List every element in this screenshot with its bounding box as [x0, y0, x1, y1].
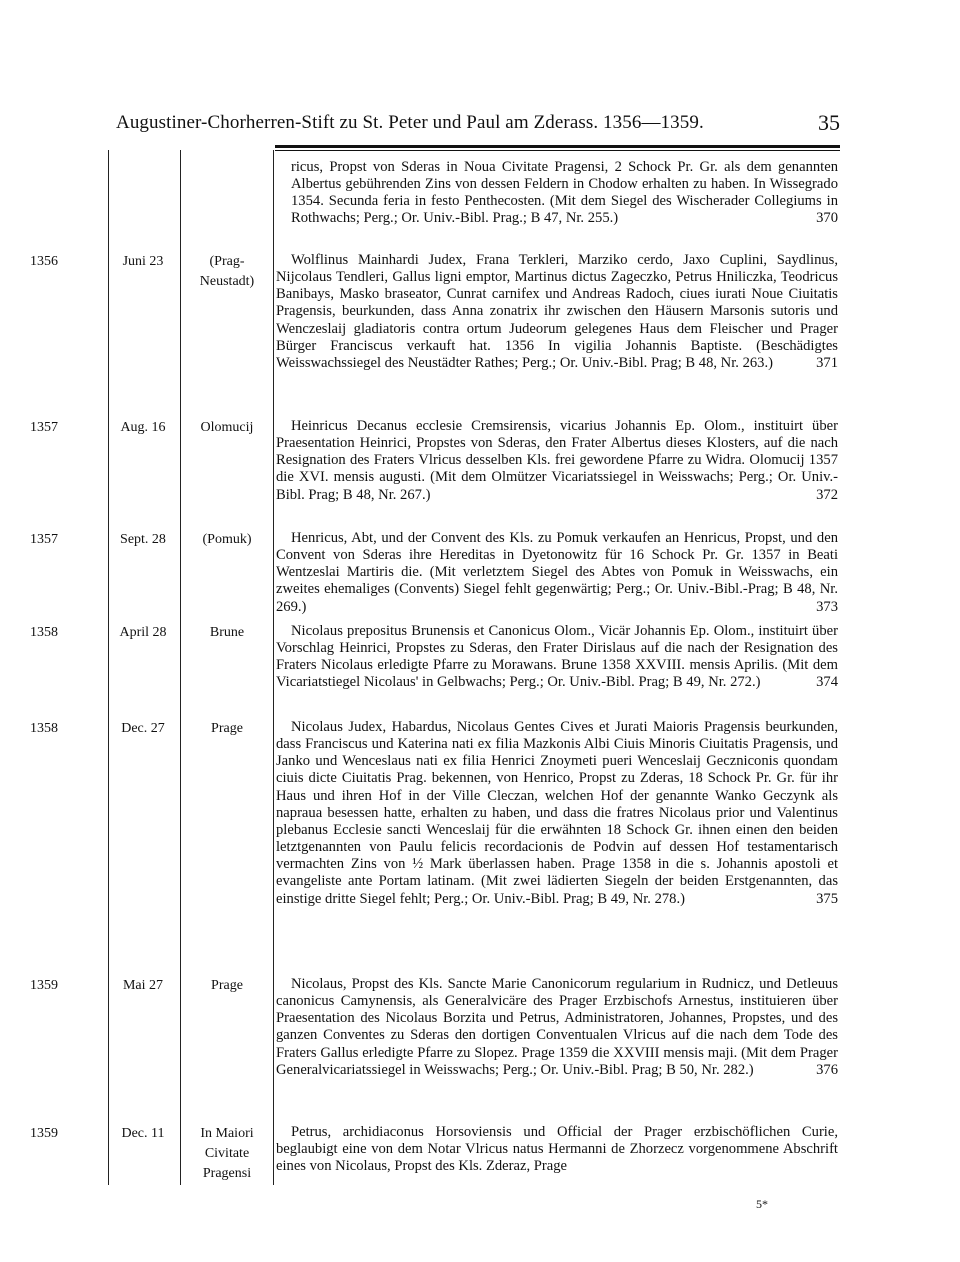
- entry-place: Prage: [211, 721, 243, 736]
- entry-body: [276, 252, 838, 372]
- entry-date: Aug. 16: [120, 420, 166, 435]
- entry-year: 1356: [30, 254, 58, 269]
- entry-place: Prage: [211, 978, 243, 993]
- entry-body: [276, 418, 838, 504]
- entry-text: Nicolaus prepositus Brunensis et Canonicus Olom., Vicär Johannis Ep. Olom., instituirt über Vorschlag Heinrici, Propstes zu Sderas, den Frater Dirislaus auf die nach der Resignation des Fraters Nicolaus erledigte Pfarre zu Morawans. Brune 1358 XXVIII. mensis Aprilis. (Mit dem Vicariatstiegel Nicolaus' in Gelbwachs; Perg.; Or. Univ.-Bibl. Prag; B 49, Nr. 272.): [276, 623, 838, 691]
- page-number: 35: [818, 110, 840, 135]
- entry-body: [276, 1124, 838, 1175]
- continued-entry: [291, 159, 838, 228]
- entry-year: 1357: [30, 420, 58, 435]
- entry-number: 375: [816, 890, 838, 907]
- running-header: [116, 112, 840, 138]
- entry-year: 1359: [30, 978, 58, 993]
- entry-place: (Prag-Neustadt): [199, 254, 255, 289]
- entry-text: Heinricus Decanus ecclesie Cremsirensis, vicarius Johannis Ep. Olom., instituirt über Praesentation Heinrici, Propstes von Sderas, den Frater Albertus dieses Klosters, auf die nach Resignation des Fraters Vlricus desselben Kls. frei gewordene Pfarre zu Widra. Olomucij 1357 die XVI. mensis augusti. (Mit dem Olmützer Vicariatssiegel in Weisswachs; Perg.; Or. Univ.-Bibl. Prag; B 48, Nr. 267.): [276, 418, 838, 503]
- entry-place: In Maiori Civitate Pragensi: [200, 1126, 254, 1181]
- entry-body: [276, 976, 838, 1079]
- entry-number: 373: [816, 598, 838, 615]
- column-divider-place-text: [273, 150, 274, 1185]
- entry-text: ricus, Propst von Sderas in Noua Civitate Pragensi, 2 Schock Pr. Gr. als dem genannten Albertus gebührenden Zins von dessen Feldern in Chodow erhalten zu haben. In Wissegrado 1354. Secunda feria in festo Penthecosten. (Mit dem Siegel des Wischerader Collegiums in Rothwachs; Perg.; Or. Univ.-Bibl. Prag.; B 47, Nr. 255.): [291, 159, 838, 227]
- entry-text: Wolflinus Mainhardi Judex, Frana Terkleri, Marziko cerdo, Jaxo Cuplini, Saydlinus, Nijcolaus Tendleri, Gallus ligni emptor, Martinus dictus Zageczko, Petrus Hniliczka, Teodricus Banibays, Masko braseator, Cunrat carnifex und Andreas Radoch, ciues iurati Noue Ciuitatis Pragensis, beurkunden, dass Anna zonatrix ihr zwischen den Häusern Marsonis sutoris und Wenczeslaij gladiatoris contra ortum Judeorum gelegenes Haus dem Fleischer und Prager Bürger Franciscus verkauft hat. 1356 In vigilia Johannis Baptiste. (Beschädigtes Weisswachssiegel des Neustädter Rathes; Perg.; Or. Univ.-Bibl. Prag; B 48, Nr. 263.): [276, 252, 838, 371]
- entry-date: Mai 27: [122, 978, 164, 993]
- entry-place: Brune: [209, 625, 245, 640]
- entry-year: 1358: [30, 721, 58, 736]
- entry-number: 372: [816, 486, 838, 503]
- entry-date: April 28: [119, 625, 167, 640]
- entry-text: Henricus, Abt, und der Convent des Kls. zu Pomuk verkaufen an Henricus, Propst, und den Convent von Sderas ihre Hereditas in Dyetonowitz für 16 Schock Pr. Gr. 1357 in Beati Wentzeslai Martiris die. (Mit verletztem Siegel des Abtes von Pomuk in Weisswachs, ein zweites ehemaliges (Convents) Siegel fehlt gegenwärtig; Perg.; Or. Univ.-Bibl.-Prag; B 48, Nr. 269.): [276, 530, 838, 615]
- entry-date: Juni 23: [122, 254, 164, 269]
- header-rule-thin: [275, 150, 840, 151]
- entry-text: Petrus, archidiaconus Horsoviensis und Official der Prager erzbischöflichen Curie, beglaubigt eine von dem Notar Vlricus natus Hermanni de Zhorzecz vorgenommene Abschrift eines von Nicolaus, Propst des Kls. Zderaz, Prage: [276, 1124, 838, 1175]
- entry-date: Sept. 28: [120, 532, 166, 547]
- column-divider-date-place: [180, 150, 181, 1185]
- column-divider-year-date: [108, 150, 109, 1185]
- header-rule: [275, 145, 840, 148]
- entry-text: Nicolaus Judex, Habardus, Nicolaus Gentes Cives et Jurati Maioris Pragensis beurkunden, dass Franciscus und Katerina nati ex filia Mazkonis Albi Ciuis Minoris Ciuitatis Pragensis, und Janko und Wenceslaus nati ex filia Henrici Znoymeti pueri Wenceslaij Geczniconis quondam ciuis dicte Ciuitatis Prag. bekennen, von Henrico, Propst zu Zderas, 18 Schock Pr. Gr. für ihr Haus und ihren Hof in der Ville Cleczan, welchen Hof der genannte Wanko Geczynk als napraua besessen hatte, erhalten zu haben, und dass die fratres Nicolaus prior und Valentinus plebanus Ecclesie sancti Wenceslaij für die erwähnten 18 Schock Gr. ihnen einen den beiden letztgenannten von Paulu felicis recordacionis de Podvin auf dessen Hof testamentarisch vermachten Zins von ½ Mark überlassen haben. Prage 1358 in die s. Johannis apostoli et evangeliste ante Portam latinam. (Mit zwei lädierten Siegeln der beiden Erstgenannten, das einstige dritte Siegel fehlt; Perg.; Or. Univ.-Bibl. Prag; B 49, Nr. 278.): [276, 719, 838, 907]
- signature-mark: 5*: [756, 1197, 768, 1211]
- entry-place: Olomucij: [200, 420, 254, 435]
- entry-number: 376: [816, 1061, 838, 1078]
- entry-text: Nicolaus, Propst des Kls. Sancte Marie Canonicorum regularium in Rudnicz, und Detleuus canonicus Camynensis, als Generalvicäre des Prager Erzbischofs Arnestus, instituieren über Praesentation des Nicolaus Borzita und Petrus, Administratoren, Johannes, Propstes, und des ganzen Conventes zu Sderas den dortigen Conventualen Vlricus auf die nach dem Tode des Fraters Gallus erledigte Pfarre zu Slopez. Prage 1359 die XXVIII mensis maji. (Mit dem Prager Generalvicariatssiegel in Weisswachs; Perg.; Or. Univ.-Bibl. Prag; B 50, Nr. 282.): [276, 976, 838, 1078]
- entry-date: Dec. 11: [121, 1126, 165, 1141]
- entry-number: 374: [816, 674, 838, 691]
- entry-year: 1358: [30, 625, 58, 640]
- entry-number: 371: [816, 354, 838, 371]
- entry-body: [276, 530, 838, 616]
- entry-place: (Pomuk): [202, 532, 252, 547]
- entry-body: [276, 623, 838, 692]
- running-title: Augustiner-Chorherren-Stift zu St. Peter und Paul am Zderass. 1356—1359.: [116, 112, 704, 133]
- entry-body: [276, 719, 838, 908]
- entry-number: 370: [816, 210, 838, 227]
- entry-year: 1357: [30, 532, 58, 547]
- entry-year: 1359: [30, 1126, 58, 1141]
- entry-date: Dec. 27: [121, 721, 165, 736]
